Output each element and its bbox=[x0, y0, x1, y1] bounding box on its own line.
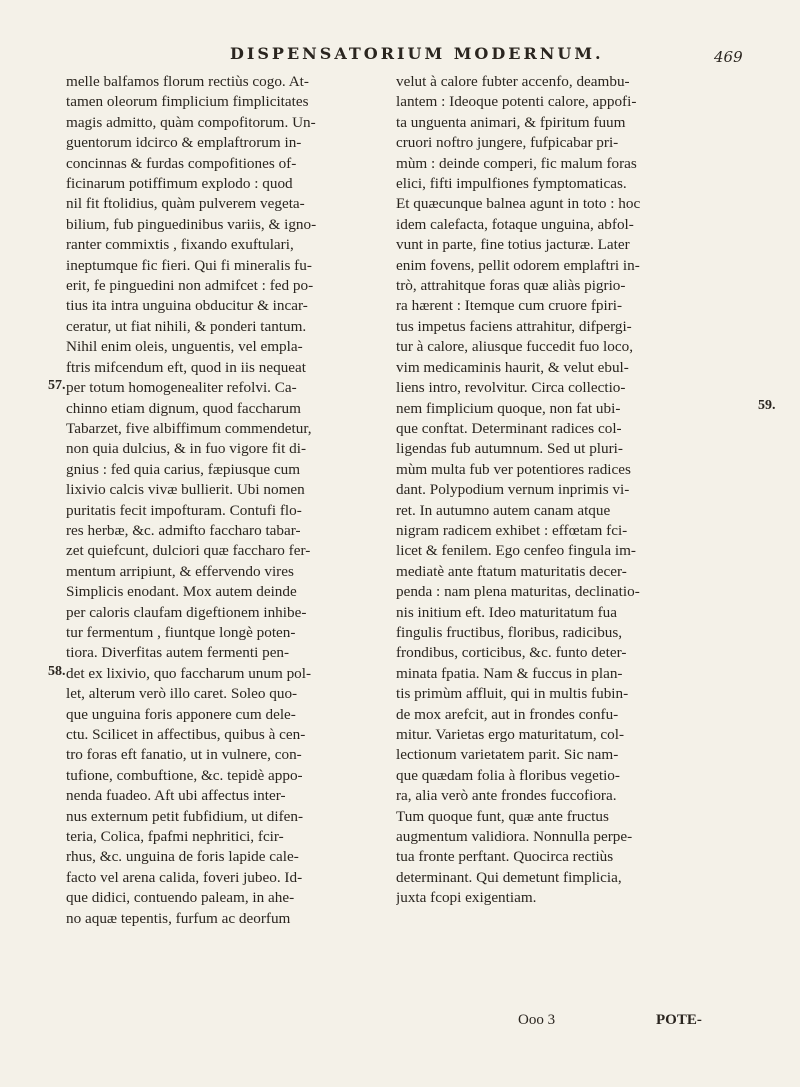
margin-note-58: 58. bbox=[48, 664, 66, 679]
text-line: lantem : Ideoque potenti calore, appofi- bbox=[396, 93, 637, 111]
signature-mark: Ooo 3 bbox=[518, 1012, 556, 1028]
text-line: tur fermentum , fiuntque longè poten- bbox=[66, 623, 296, 641]
left-text-column bbox=[66, 72, 378, 929]
text-line: augmentum validiora. Nonnulla perpe- bbox=[396, 828, 633, 846]
text-line: tius ita intra unguina obducitur & incar- bbox=[66, 297, 308, 315]
text-line: vim medicaminis haurit, & velut ebul- bbox=[396, 358, 629, 376]
text-line: concinnas & furdas compofitiones of- bbox=[66, 154, 297, 172]
text-line: nem fimplicium quoque, non fat ubi- bbox=[396, 399, 621, 417]
text-line: que quædam folia à floribus vegetio- bbox=[396, 766, 620, 784]
catchword: POTE- bbox=[656, 1012, 702, 1028]
text-line: tro foras eft fanatio, ut in vulnere, con- bbox=[66, 746, 302, 764]
text-line: idem calefacta, fotaque unguina, abfol- bbox=[396, 215, 634, 233]
text-line: res herbæ, &c. admifto faccharo tabar- bbox=[66, 521, 301, 539]
text-line: que conftat. Determinant radices col- bbox=[396, 419, 622, 437]
text-line: det ex lixivio, quo faccharum unum pol- bbox=[66, 664, 312, 682]
text-line: trò, attrahitque foras quæ aliàs pigrio- bbox=[396, 277, 626, 295]
text-line: ranter commixtis , fixando exuftulari, bbox=[66, 236, 294, 254]
text-line: elici, fifti impulfiones fymptomaticas. bbox=[396, 175, 627, 193]
text-line: zet quiefcunt, dulciori quæ faccharo fer- bbox=[66, 542, 311, 560]
text-line: liens intro, revolvitur. Circa collectio- bbox=[396, 379, 626, 397]
text-line: facto vel arena calida, foveri jubeo. Id- bbox=[66, 868, 303, 886]
text-line: mùm : deinde comperi, fic malum foras bbox=[396, 154, 637, 172]
text-line: per caloris claufam digeftionem inhibe- bbox=[66, 603, 307, 621]
text-line: cruori noftro jungere, fufpicabar pri- bbox=[396, 134, 619, 152]
text-line: let, alterum verò illo caret. Soleo quo- bbox=[66, 685, 298, 703]
text-line: ceratur, ut fiat nihili, & ponderi tantum. bbox=[66, 317, 307, 335]
text-line: ta unguenta animari, & fpiritum fuum bbox=[396, 113, 626, 131]
text-line: rhus, &c. unguina de foris lapide cale- bbox=[66, 848, 299, 866]
text-line: enim fovens, pellit odorem emplaftri in- bbox=[396, 256, 640, 274]
text-line: ret. In autumno autem canam atque bbox=[396, 501, 611, 519]
text-line: ftris mifcendum eft, quod in iis nequeat bbox=[66, 358, 306, 376]
text-line: mediatè ante ftatum maturitatis decer- bbox=[396, 562, 627, 580]
text-line: que unguina foris apponere cum dele- bbox=[66, 705, 296, 723]
text-line: tis primùm affluit, qui in multis fubin- bbox=[396, 685, 629, 703]
text-line: ra, alia verò ante frondes fuccofiora. bbox=[396, 787, 617, 805]
text-line: fingulis fructibus, floribus, radicibus, bbox=[396, 623, 623, 641]
text-line: tamen oleorum fimplicium fimplicitates bbox=[66, 93, 309, 111]
text-line: ra hærent : Itemque cum cruore fpiri- bbox=[396, 297, 623, 315]
margin-note-57: 57. bbox=[48, 378, 66, 393]
text-line: Tabarzet, five albiffimum commendetur, bbox=[66, 419, 312, 437]
text-line: minata fpatia. Nam & fuccus in plan- bbox=[396, 664, 623, 682]
text-line: penda : nam plena maturitas, declinatio- bbox=[396, 583, 640, 601]
text-line: que didici, contuendo paleam, in ahe- bbox=[66, 889, 295, 907]
text-line: ligendas fub autumnum. Sed ut pluri- bbox=[396, 440, 623, 458]
text-line: ficinarum potiffimum explodo : quod bbox=[66, 175, 293, 193]
text-line: nenda fuadeo. Aft ubi affectus inter- bbox=[66, 787, 286, 805]
text-line: lixivio calcis vivæ bullierit. Ubi nomen bbox=[66, 481, 305, 499]
text-line: licet & fenilem. Ego cenfeo fingula im- bbox=[396, 542, 636, 560]
text-line: Nihil enim oleis, unguentis, vel empla- bbox=[66, 338, 303, 356]
text-line: mentum arripiunt, & effervendo vires bbox=[66, 562, 294, 580]
text-line: ctu. Scilicet in affectibus, quibus à cen- bbox=[66, 726, 306, 743]
text-line: determinant. Qui demetunt fimplicia, bbox=[396, 868, 622, 886]
text-line: tufione, combuftione, &c. tepidè appo- bbox=[66, 766, 303, 784]
text-line: de mox arefcit, aut in frondes confu- bbox=[396, 705, 619, 723]
text-line: nus externum petit fubfidium, ut difen- bbox=[66, 807, 304, 825]
text-line: Tum quoque funt, quæ ante fructus bbox=[396, 807, 609, 825]
text-line: puritatis fecit impofturam. Contufi flo- bbox=[66, 501, 302, 519]
text-line: nil fit ftolidius, quàm pulverem vegeta- bbox=[66, 195, 305, 213]
right-text-column bbox=[396, 72, 708, 909]
text-line: chinno etiam dignum, quod faccharum bbox=[66, 399, 301, 417]
text-line: tur à calore, aliusque fuccedit fuo loco, bbox=[396, 338, 633, 356]
text-line: frondibus, corticibus, &c. funto deter- bbox=[396, 644, 627, 662]
text-line: dant. Polypodium vernum inprimis vi- bbox=[396, 481, 630, 499]
text-line: melle balfamos florum rectiùs cogo. At- bbox=[66, 73, 309, 90]
text-line: lectionum varietatem parit. Sic nam- bbox=[396, 746, 619, 764]
text-line: tus impetus faciens attrahitur, difpergi- bbox=[396, 317, 632, 335]
text-line: mitur. Varietas ergo maturitatum, col- bbox=[396, 726, 625, 743]
text-line: nis initium eft. Ideo maturitatum fua bbox=[396, 603, 618, 621]
text-line: guentorum idcirco & emplaftrorum in- bbox=[66, 134, 302, 152]
text-line: non quia dulcius, & in fuo vigore fit di- bbox=[66, 440, 307, 458]
text-line: mùm multa fub ver potentiores radices bbox=[396, 460, 631, 478]
text-line: vunt in parte, fine totius jacturæ. Later bbox=[396, 236, 630, 254]
text-line: velut à calore fubter accenfo, deambu- bbox=[396, 73, 630, 90]
text-line: nigram radicem exhibet : effœtam fci- bbox=[396, 521, 628, 539]
text-line: juxta fcopi exigentiam. bbox=[396, 889, 537, 907]
page-number: 469 bbox=[714, 48, 743, 66]
text-line: teria, Colica, fpafmi nephritici, fcir- bbox=[66, 828, 284, 846]
margin-note-59: 59. bbox=[758, 398, 776, 413]
text-line: erit, fe pinguedini non admifcet : fed po- bbox=[66, 277, 314, 295]
text-line: tiora. Diverfitas autem fermenti pen- bbox=[66, 644, 290, 662]
text-line: no aquæ tepentis, furfum ac deorfum bbox=[66, 909, 291, 927]
text-line: Et quæcunque balnea agunt in toto : hoc bbox=[396, 195, 641, 213]
text-line: gnius : fed quia carius, fæpiusque cum bbox=[66, 460, 301, 478]
text-line: ineptumque fic fieri. Qui fi mineralis fu- bbox=[66, 256, 312, 274]
text-line: tua fronte perftant. Quocirca rectiùs bbox=[396, 848, 614, 866]
text-line: magis admitto, quàm compofitorum. Un- bbox=[66, 113, 316, 131]
text-line: per totum homogenealiter refolvi. Ca- bbox=[66, 379, 297, 397]
text-line: bilium, fub pinguedinibus variis, & igno- bbox=[66, 215, 317, 233]
text-line: Simplicis enodant. Mox autem deinde bbox=[66, 583, 297, 601]
running-title: DISPENSATORIUM MODERNUM. bbox=[230, 44, 604, 63]
